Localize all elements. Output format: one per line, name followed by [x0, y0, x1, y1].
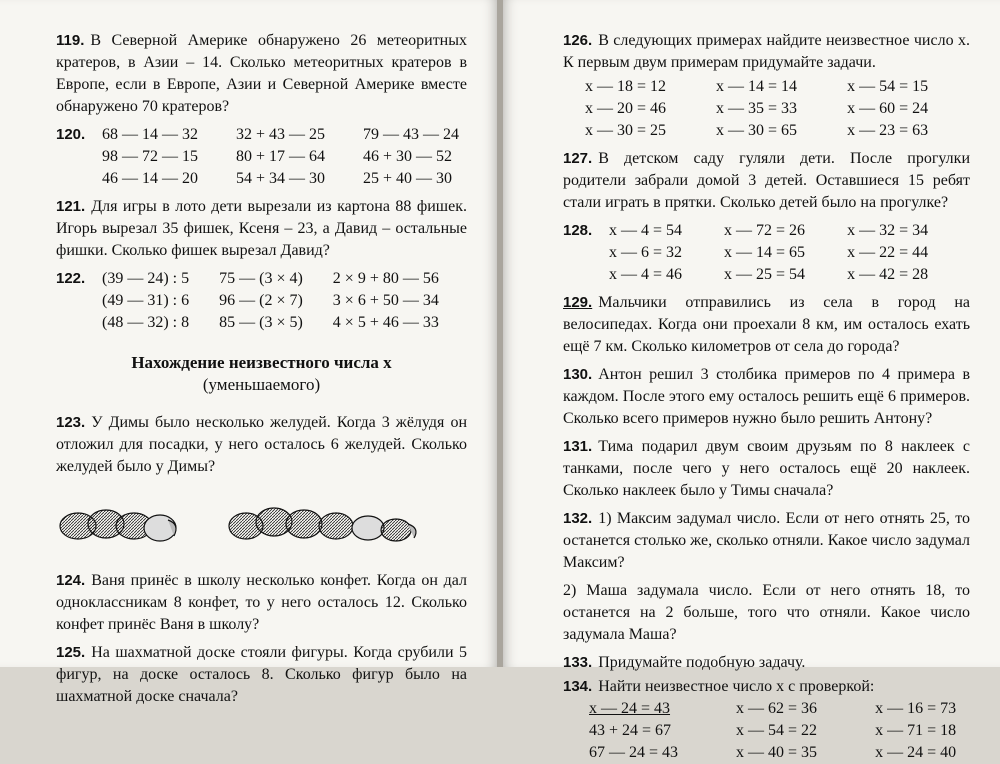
problem-number: 119. [56, 32, 85, 49]
right-page [503, 0, 1000, 761]
problem-text: Тима подарил двум своим друзьям по 8 наклеек с танками, после чего у него осталось ещё 20 наклеек. Сколько наклеек было у Тимы сначала? [563, 438, 970, 499]
equation-column [716, 76, 797, 142]
expression: 2 × 9 + 80 — 56 [332, 270, 439, 287]
equation: x — 25 = 54 [724, 266, 806, 283]
problem-number: 126. [563, 32, 593, 49]
problem-128 [563, 220, 970, 286]
problem-text: Придумайте подобную задачу. [598, 654, 806, 671]
problem-text: Для игры в лото дети вырезали из картона 88 фишек. Игорь вырезал 35 фишек, Ксеня – 23, а Давид – остальные фишки. Сколько фишек вырезал Давид? [56, 198, 467, 259]
expression: 98 — 72 — 15 [102, 148, 198, 165]
equation-column [585, 76, 666, 142]
acorns-illustration [56, 494, 467, 554]
equation: x — 24 = 40 [875, 744, 957, 761]
expression-column [363, 124, 459, 190]
problem-number: 120. [56, 126, 86, 143]
problem-number: 134. [563, 678, 593, 695]
equation-column [847, 220, 928, 286]
expression: (49 — 31) : 6 [102, 292, 190, 309]
equation: 67 — 24 = 43 [589, 744, 679, 761]
problem-124 [56, 570, 467, 636]
problem-122 [56, 268, 467, 334]
section-title: Нахождение неизвестного числа x [131, 353, 392, 372]
equation: x — 32 = 34 [847, 222, 929, 239]
expression: 25 + 40 — 30 [363, 170, 453, 187]
equation-column [589, 698, 678, 764]
problem-number: 124. [56, 572, 86, 589]
problem-text: В следующих примерах найдите неизвестное число x. К первым двум примерам придумайте задачи. [563, 32, 970, 71]
problem-text: Мальчики отправились из села в город на велосипедах. Когда они проехали 8 км, им осталось ехать ещё 7 км. Сколько километров от села до города? [563, 294, 970, 355]
problem-121 [56, 196, 467, 262]
section-subtitle: (уменьшаемого) [202, 375, 321, 394]
problem-129 [563, 292, 970, 358]
problem-125 [56, 642, 467, 708]
problem-131 [563, 436, 970, 502]
expression: 32 + 43 — 25 [236, 126, 326, 143]
expression: 68 — 14 — 32 [102, 126, 198, 143]
expression-column [102, 124, 198, 190]
section-heading [56, 352, 467, 396]
equation: x — 14 = 65 [724, 244, 806, 261]
problem-number: 122. [56, 270, 86, 287]
problem-number: 133. [563, 654, 593, 671]
equation-column [847, 76, 928, 142]
equation: x — 4 = 54 [609, 222, 683, 239]
equation: x — 14 = 14 [716, 78, 798, 95]
problem-126-equations [563, 76, 970, 142]
equation: x — 24 = 43 [589, 700, 671, 717]
problem-134 [563, 676, 970, 698]
expression: 75 — (3 × 4) [219, 270, 303, 287]
equation: x — 16 = 73 [875, 700, 957, 717]
equation: 43 + 24 = 67 [589, 722, 672, 739]
problem-text: 1) Максим задумал число. Если от него отнять 25, то останется столько же, сколько отняли. Какое число задумал Максим? [563, 510, 970, 571]
equation: x — 72 = 26 [724, 222, 806, 239]
equation: x — 60 = 24 [847, 100, 929, 117]
equation: x — 71 = 18 [875, 722, 957, 739]
problem-126 [563, 30, 970, 74]
equation: x — 30 = 65 [716, 122, 798, 139]
expression: 85 — (3 × 5) [219, 314, 303, 331]
problem-number: 125. [56, 644, 86, 661]
expression: 3 × 6 + 50 — 34 [332, 292, 439, 309]
equation: x — 6 = 32 [609, 244, 683, 261]
problem-134-equations [563, 698, 970, 764]
equation: x — 62 = 36 [736, 700, 818, 717]
expression: 4 × 5 + 46 — 33 [332, 314, 439, 331]
equation: x — 4 = 46 [609, 266, 683, 283]
problem-text: В детском саду гуляли дети. После прогулки родители забрали домой 3 детей. Оставшиеся 15 ребят стали играть в прятки. Сколько детей было на прогулке? [563, 150, 970, 211]
equation: x — 23 = 63 [847, 122, 929, 139]
problem-text: У Димы было несколько желудей. Когда 3 жёлудя он отложил для посадки, у него осталось 6 желудей. Сколько желудей было у Димы? [56, 414, 467, 475]
expression: 46 + 30 — 52 [363, 148, 453, 165]
problem-119 [56, 30, 467, 118]
equation: x — 18 = 12 [585, 78, 667, 95]
problem-number: 121. [56, 198, 86, 215]
problem-120 [56, 124, 467, 190]
equation-column [875, 698, 956, 764]
equation-column [736, 698, 817, 764]
problem-number: 127. [563, 150, 593, 167]
equation-column [609, 220, 682, 286]
expression: 79 — 43 — 24 [363, 126, 460, 143]
problem-133 [563, 652, 970, 674]
problem-132-part-2: 2) Маша задумала число. Если от него отнять 18, то останется на 2 больше, того что отняли. Какое число задумала Маша? [563, 582, 970, 643]
equation: x — 54 = 22 [736, 722, 818, 739]
problem-text: Найти неизвестное число x с проверкой: [598, 678, 875, 695]
problem-132-part-1 [563, 508, 970, 574]
equation: x — 40 = 35 [736, 744, 818, 761]
expression: (39 — 24) : 5 [102, 270, 190, 287]
equation: x — 22 = 44 [847, 244, 929, 261]
problem-text: Антон решил 3 столбика примеров по 4 примера в каждом. После этого ему осталось решить ещё 6 примеров. Сколько всего примеров нужно было решить Антону? [563, 366, 970, 427]
problem-123 [56, 412, 467, 478]
problem-text: На шахматной доске стояли фигуры. Когда срубили 5 фигур, на доске осталось 8. Сколько фигур было на шахматной доске сначала? [56, 644, 467, 705]
equation: x — 20 = 46 [585, 100, 667, 117]
problem-number: 123. [56, 414, 86, 431]
problem-127 [563, 148, 970, 214]
expression-column [102, 268, 189, 334]
expression-column [219, 268, 303, 334]
problem-number: 131. [563, 438, 593, 455]
expression: 96 — (2 × 7) [219, 292, 303, 309]
expression-column [333, 268, 439, 334]
expression: 54 + 34 — 30 [236, 170, 326, 187]
expression: 80 + 17 — 64 [236, 148, 326, 165]
equation-column [724, 220, 805, 286]
problem-number: 128. [563, 222, 593, 239]
equation: x — 35 = 33 [716, 100, 798, 117]
left-page [0, 0, 497, 705]
problem-text: В Северной Америке обнаружено 26 метеоритных кратеров, в Азии – 14. Сколько метеоритных кратеров в Европе, если в Европе, Азии и Северной Америке вместе обнаружено 70 кратеров? [56, 32, 467, 115]
problem-text: Ваня принёс в школу несколько конфет. Когда он дал одноклассникам 8 конфет, то у него осталось 12. Сколько конфет принёс Ваня в школу? [56, 572, 467, 633]
acorns-icon [56, 494, 467, 554]
expression: 46 — 14 — 20 [102, 170, 198, 187]
problem-number: 130. [563, 366, 593, 383]
problem-number: 129. [563, 294, 593, 311]
expression-column [236, 124, 325, 190]
problem-number: 132. [563, 510, 593, 527]
equation: x — 42 = 28 [847, 266, 929, 283]
equation: x — 30 = 25 [585, 122, 667, 139]
problem-130 [563, 364, 970, 430]
equation: x — 54 = 15 [847, 78, 929, 95]
expression: (48 — 32) : 8 [102, 314, 190, 331]
